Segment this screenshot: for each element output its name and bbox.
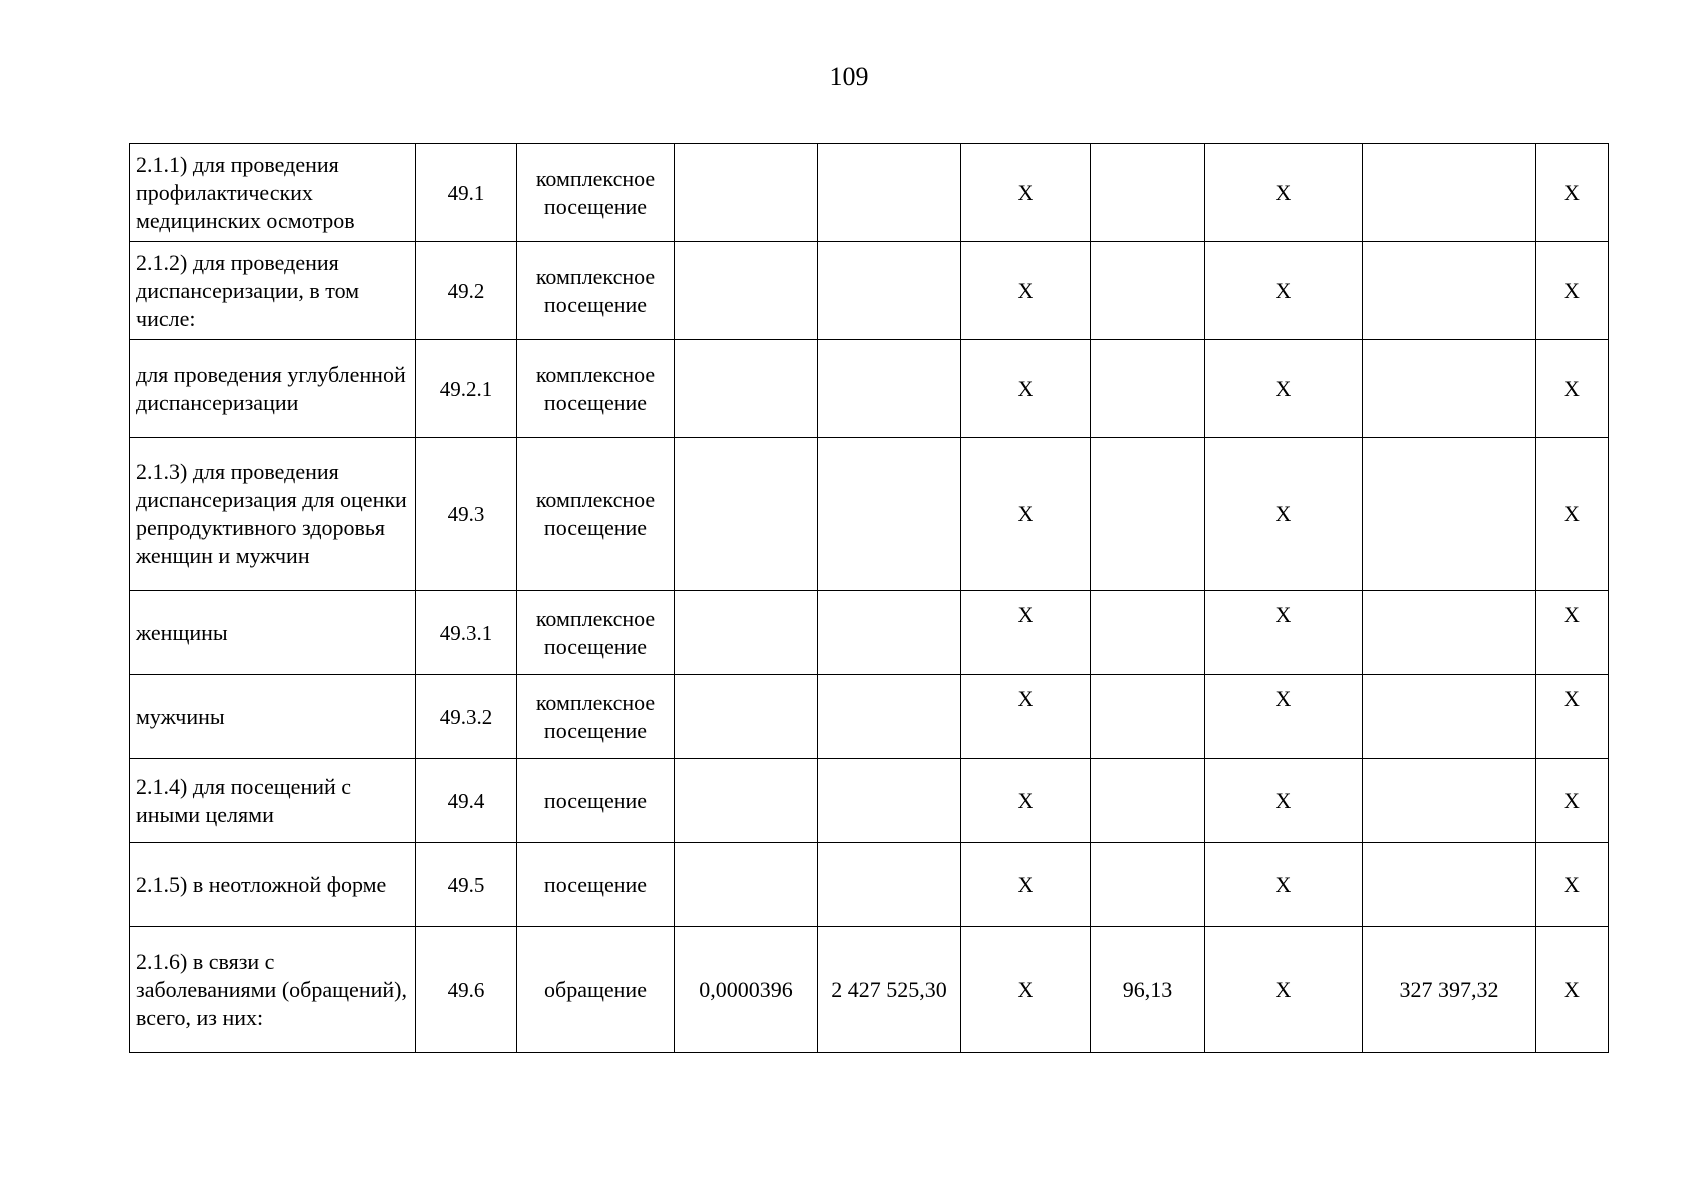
cell-value	[1363, 340, 1536, 438]
cell-value	[675, 843, 818, 927]
cell-value: X	[1536, 759, 1609, 843]
cell-value: X	[1536, 242, 1609, 340]
row-unit: комплексное посещение	[517, 144, 675, 242]
row-code: 49.6	[416, 927, 517, 1053]
row-name: 2.1.2) для проведения диспансеризации, в том числе:	[130, 242, 416, 340]
cell-value	[1363, 759, 1536, 843]
row-code: 49.3.1	[416, 591, 517, 675]
cell-value	[1091, 843, 1205, 927]
cell-value: X	[961, 591, 1091, 675]
cell-value	[818, 591, 961, 675]
row-code: 49.2	[416, 242, 517, 340]
cell-value	[675, 242, 818, 340]
cell-value: X	[1536, 591, 1609, 675]
row-name: женщины	[130, 591, 416, 675]
cell-value: X	[1205, 340, 1363, 438]
cell-value: X	[961, 438, 1091, 591]
cell-value	[1363, 675, 1536, 759]
cell-value: X	[961, 340, 1091, 438]
cell-value: 0,0000396	[675, 927, 818, 1053]
cell-value: X	[1205, 591, 1363, 675]
data-table	[129, 143, 1609, 1053]
cell-value	[818, 843, 961, 927]
cell-value	[818, 759, 961, 843]
cell-value	[1363, 242, 1536, 340]
cell-value	[818, 144, 961, 242]
cell-value: X	[961, 927, 1091, 1053]
cell-value	[1363, 843, 1536, 927]
row-code: 49.3.2	[416, 675, 517, 759]
cell-value: X	[961, 843, 1091, 927]
row-name: мужчины	[130, 675, 416, 759]
table-row	[130, 438, 1609, 591]
cell-value	[1091, 675, 1205, 759]
cell-value: X	[1536, 144, 1609, 242]
table-row	[130, 675, 1609, 759]
cell-value	[675, 675, 818, 759]
row-code: 49.2.1	[416, 340, 517, 438]
cell-value: X	[1536, 340, 1609, 438]
cell-value: X	[1205, 927, 1363, 1053]
cell-value	[675, 438, 818, 591]
cell-value: X	[1205, 843, 1363, 927]
cell-value: X	[1205, 759, 1363, 843]
row-name: 2.1.1) для проведения профилактических медицинских осмотров	[130, 144, 416, 242]
cell-value: X	[1205, 438, 1363, 591]
row-code: 49.4	[416, 759, 517, 843]
cell-value: X	[1205, 675, 1363, 759]
table-row	[130, 927, 1609, 1053]
cell-value	[1363, 591, 1536, 675]
cell-value	[675, 591, 818, 675]
row-unit: посещение	[517, 759, 675, 843]
cell-value	[675, 340, 818, 438]
cell-value	[1091, 340, 1205, 438]
cell-value	[818, 438, 961, 591]
cell-value	[1091, 438, 1205, 591]
cell-value: X	[961, 759, 1091, 843]
cell-value: X	[1536, 927, 1609, 1053]
row-unit: комплексное посещение	[517, 675, 675, 759]
cell-value: 96,13	[1091, 927, 1205, 1053]
table-row	[130, 144, 1609, 242]
cell-value	[1091, 144, 1205, 242]
row-name: 2.1.3) для проведения диспансеризация для оценки репродуктивного здоровья женщин и мужчин	[130, 438, 416, 591]
cell-value: X	[1205, 144, 1363, 242]
table-row	[130, 759, 1609, 843]
row-name: 2.1.6) в связи с заболеваниями (обращений), всего, из них:	[130, 927, 416, 1053]
page-number: 109	[829, 62, 869, 91]
cell-value: X	[1205, 242, 1363, 340]
cell-value: X	[1536, 843, 1609, 927]
cell-value	[675, 144, 818, 242]
row-unit: комплексное посещение	[517, 340, 675, 438]
row-unit: обращение	[517, 927, 675, 1053]
cell-value	[1363, 144, 1536, 242]
cell-value	[818, 242, 961, 340]
cell-value	[675, 759, 818, 843]
table-row	[130, 843, 1609, 927]
row-unit: комплексное посещение	[517, 438, 675, 591]
row-unit: посещение	[517, 843, 675, 927]
cell-value	[818, 675, 961, 759]
cell-value: X	[1536, 675, 1609, 759]
row-unit: комплексное посещение	[517, 242, 675, 340]
cell-value	[1091, 242, 1205, 340]
row-code: 49.1	[416, 144, 517, 242]
cell-value	[818, 340, 961, 438]
table-row	[130, 591, 1609, 675]
row-unit: комплексное посещение	[517, 591, 675, 675]
row-code: 49.5	[416, 843, 517, 927]
cell-value	[1363, 438, 1536, 591]
cell-value: 327 397,32	[1363, 927, 1536, 1053]
row-name: 2.1.4) для посещений с иными целями	[130, 759, 416, 843]
table-row	[130, 242, 1609, 340]
cell-value: X	[1536, 438, 1609, 591]
cell-value: X	[961, 242, 1091, 340]
row-code: 49.3	[416, 438, 517, 591]
row-name: для проведения углубленной диспансеризации	[130, 340, 416, 438]
cell-value: X	[961, 144, 1091, 242]
table-row	[130, 340, 1609, 438]
cell-value: 2 427 525,30	[818, 927, 961, 1053]
cell-value	[1091, 759, 1205, 843]
cell-value	[1091, 591, 1205, 675]
cell-value: X	[961, 675, 1091, 759]
row-name: 2.1.5) в неотложной форме	[130, 843, 416, 927]
